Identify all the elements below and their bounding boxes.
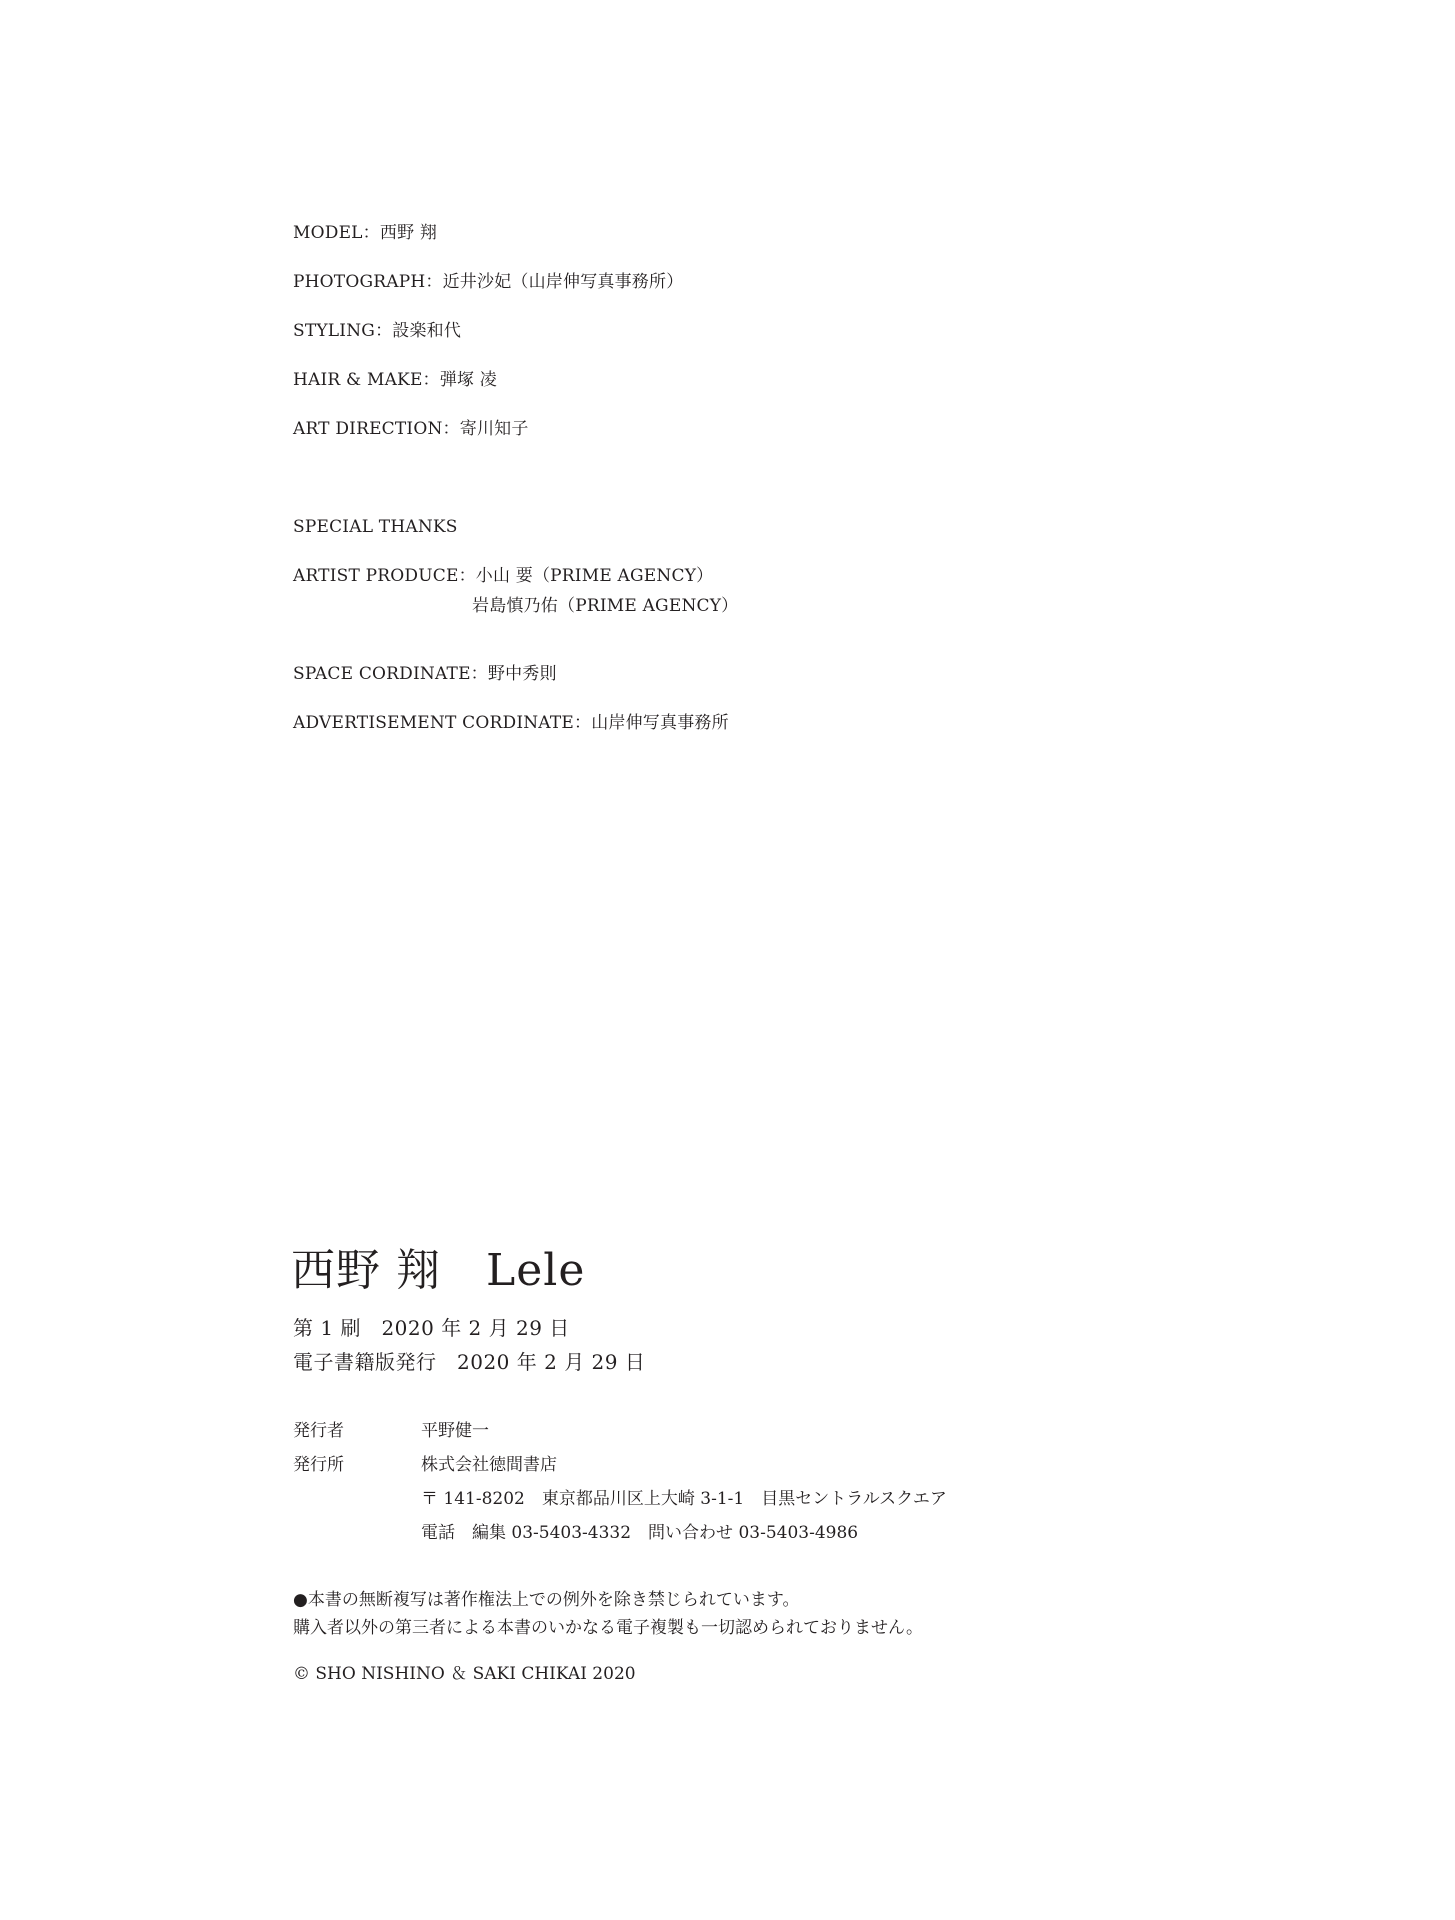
copyright-line: © SHO NISHINO ＆ SAKI CHIKAI 2020 xyxy=(293,1664,636,1684)
credit-photograph: PHOTOGRAPH：近井沙妃（山岸伸写真事務所） xyxy=(293,272,684,292)
credit-art-direction: ART DIRECTION：寄川知子 xyxy=(293,419,529,439)
copy-notice-1: ●本書の無断複写は著作権法上での例外を除き禁じられています。 xyxy=(293,1590,800,1610)
book-title: 西野 翔 Lele xyxy=(291,1245,586,1296)
credit-model: MODEL：西野 翔 xyxy=(293,223,438,243)
company-phone: 電話 編集 03-5403-4332 問い合わせ 03-5403-4986 xyxy=(421,1523,859,1543)
copy-notice-2: 購入者以外の第三者による本書のいかなる電子複製も一切認められておりません。 xyxy=(293,1618,924,1638)
credit-styling: STYLING：設楽和代 xyxy=(293,321,462,341)
ebook-release-date: 電子書籍版発行 2020 年 2 月 29 日 xyxy=(293,1350,646,1374)
credit-artist-produce-2: 岩島慎乃佑（PRIME AGENCY） xyxy=(472,596,739,616)
company-label: 発行所 xyxy=(293,1455,344,1475)
company-name: 株式会社徳間書店 xyxy=(421,1455,557,1475)
publisher-name: 平野健一 xyxy=(421,1421,489,1441)
credit-artist-produce-1: ARTIST PRODUCE：小山 要（PRIME AGENCY） xyxy=(293,566,714,586)
first-print-date: 第 1 刷 2020 年 2 月 29 日 xyxy=(293,1316,570,1340)
company-address: 〒 141-8202 東京都品川区上大崎 3-1-1 目黒セントラルスクエア xyxy=(421,1489,947,1509)
publisher-label: 発行者 xyxy=(293,1421,344,1441)
credit-space-cordinate: SPACE CORDINATE：野中秀則 xyxy=(293,664,557,684)
credit-advertisement-cordinate: ADVERTISEMENT CORDINATE：山岸伸写真事務所 xyxy=(293,713,729,733)
special-thanks-heading: SPECIAL THANKS xyxy=(293,517,458,537)
credit-hair-make: HAIR & MAKE：弾塚 凌 xyxy=(293,370,497,390)
